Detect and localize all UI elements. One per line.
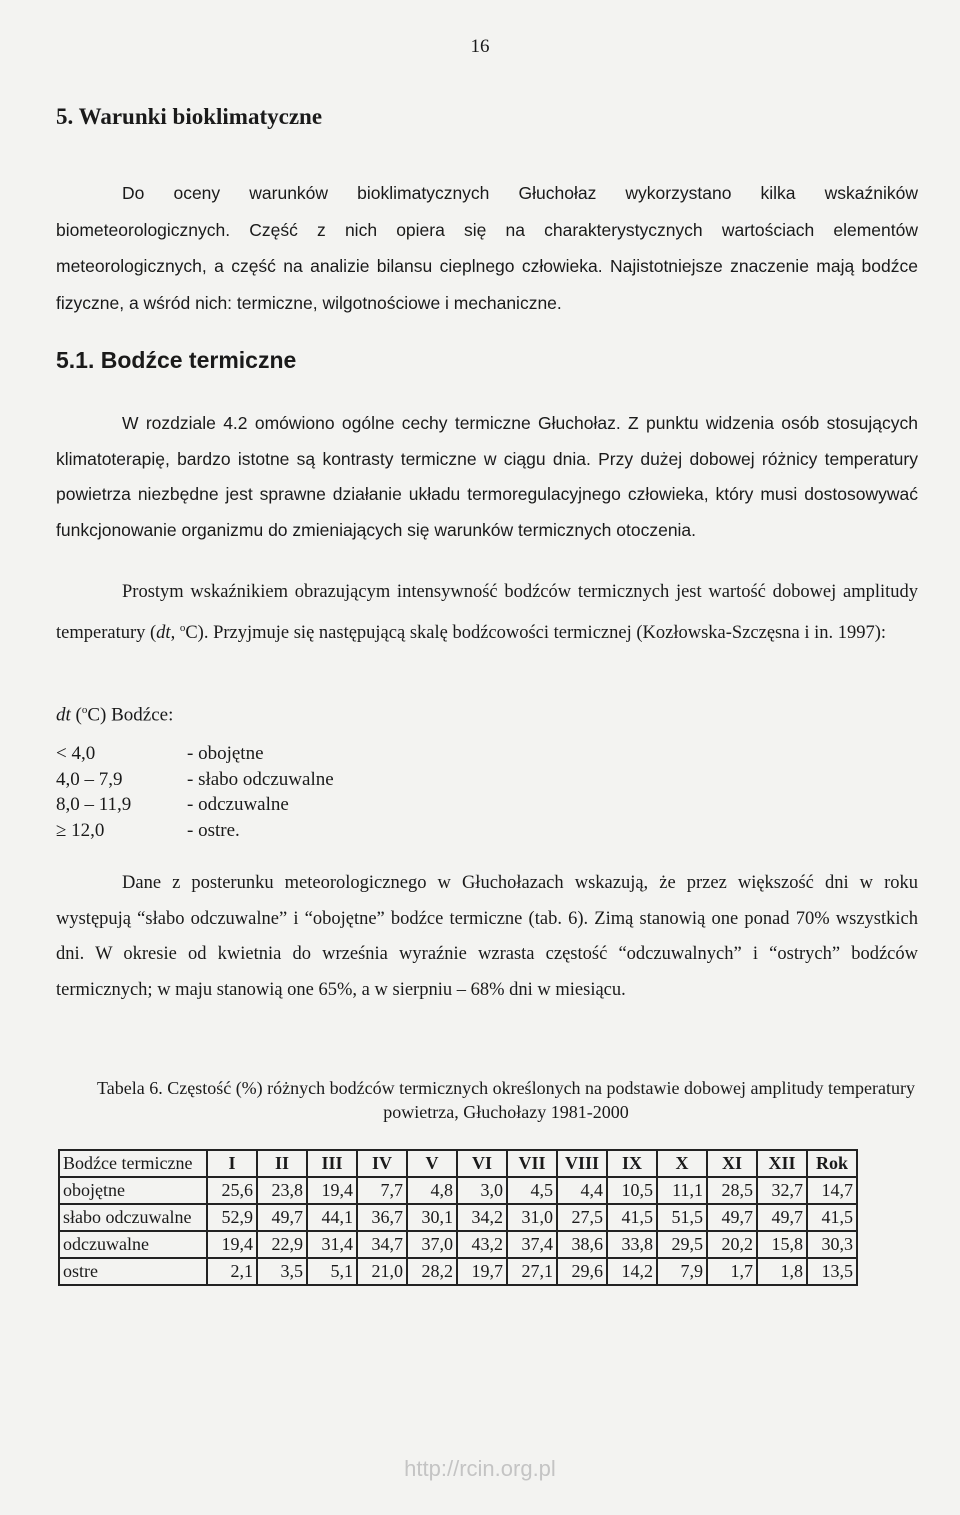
table-cell: 23,8 bbox=[257, 1177, 307, 1204]
scale-label: - odczuwalne bbox=[187, 794, 289, 815]
table-header-cell: III bbox=[307, 1150, 357, 1177]
scale-header bbox=[56, 704, 173, 726]
table-header-cell: V bbox=[407, 1150, 457, 1177]
scale-range: < 4,0 bbox=[56, 743, 96, 764]
amplitude-text-end: C). Przyjmuje się następującą skalę bodźcowości termicznej (Kozłowska-Szczęsna i in. 1997): bbox=[185, 622, 887, 643]
table-cell: 41,5 bbox=[807, 1204, 857, 1231]
table-row bbox=[59, 1258, 857, 1285]
table-cell: 38,6 bbox=[557, 1231, 607, 1258]
table-cell: 44,1 bbox=[307, 1204, 357, 1231]
table-header-row bbox=[59, 1150, 857, 1177]
table-cell: 3,5 bbox=[257, 1258, 307, 1285]
table-cell: 20,2 bbox=[707, 1231, 757, 1258]
table-header-cell: IV bbox=[357, 1150, 407, 1177]
scale-header-open: ( bbox=[70, 704, 82, 726]
table-cell: 32,7 bbox=[757, 1177, 807, 1204]
table-cell: 25,6 bbox=[207, 1177, 257, 1204]
table-cell: 1,8 bbox=[757, 1258, 807, 1285]
scale-row bbox=[56, 741, 334, 767]
scale-range: 4,0 – 7,9 bbox=[56, 768, 123, 790]
table-cell: 49,7 bbox=[257, 1204, 307, 1231]
table-cell: 14,7 bbox=[807, 1177, 857, 1204]
table-cell: 19,7 bbox=[457, 1258, 507, 1285]
chapter-heading: 5. Warunki bioklimatyczne bbox=[56, 104, 323, 129]
amplitude-paragraph bbox=[56, 575, 918, 651]
table-cell: 49,7 bbox=[707, 1204, 757, 1231]
table-header-cell: VII bbox=[507, 1150, 557, 1177]
table-cell: 29,5 bbox=[657, 1231, 707, 1258]
table-cell: 1,7 bbox=[707, 1258, 757, 1285]
table-cell: 19,4 bbox=[207, 1231, 257, 1258]
intro-paragraph-text: Do oceny warunków bioklimatycznych Głuchołaz wykorzystano kilka wskaźników biometeorologicznych. Część z nich opiera się na charakterystycznych wartościach elementów meteorologicznych, a część na analizie bilansu cieplnego człowieka. Najistotniejsze znaczenie mają bodźce fizyczne, a wśród nich: termiczne, wilgotnościowe i mechaniczne. bbox=[56, 183, 918, 313]
table-cell: 29,6 bbox=[557, 1258, 607, 1285]
table-cell: 34,2 bbox=[457, 1204, 507, 1231]
page-number: 16 bbox=[470, 36, 490, 57]
table-cell: 19,4 bbox=[307, 1177, 357, 1204]
table-header-cell: XI bbox=[707, 1150, 757, 1177]
thermal-stimuli-table bbox=[58, 1149, 858, 1286]
table-header-cell: I bbox=[207, 1150, 257, 1177]
scale-label: - obojętne bbox=[187, 743, 264, 764]
table-cell: 21,0 bbox=[357, 1258, 407, 1285]
table-cell: odczuwalne bbox=[59, 1231, 207, 1258]
table-cell: 28,2 bbox=[407, 1258, 457, 1285]
thermal-scale bbox=[56, 741, 334, 843]
table-cell: 7,7 bbox=[357, 1177, 407, 1204]
table-cell: 49,7 bbox=[757, 1204, 807, 1231]
table-cell: 2,1 bbox=[207, 1258, 257, 1285]
table-header-cell: II bbox=[257, 1150, 307, 1177]
scale-range: 8,0 – 11,9 bbox=[56, 794, 132, 815]
table-cell: 3,0 bbox=[457, 1177, 507, 1204]
source-watermark: http://rcin.org.pl bbox=[404, 1456, 556, 1481]
table-cell: 15,8 bbox=[757, 1231, 807, 1258]
table-cell: 10,5 bbox=[607, 1177, 657, 1204]
table-cell: 5,1 bbox=[307, 1258, 357, 1285]
table-cell: 4,8 bbox=[407, 1177, 457, 1204]
scale-row bbox=[56, 818, 334, 844]
scale-label: - słabo odczuwalne bbox=[187, 768, 334, 790]
table-cell: 13,5 bbox=[807, 1258, 857, 1285]
table-header-cell: VIII bbox=[557, 1150, 607, 1177]
table-cell: 4,5 bbox=[507, 1177, 557, 1204]
table-header-cell: Bodźce termiczne bbox=[59, 1150, 207, 1177]
table-cell: 4,4 bbox=[557, 1177, 607, 1204]
section-paragraph: W rozdziale 4.2 omówiono ogólne cechy termiczne Głuchołaz. Z punktu widzenia osób stosujących klimatoterapię, bardzo istotne są kontrasty termiczne w ciągu dnia. Przy dużej dobowej różnicy temperatury powietrza niezbędne jest sprawne działanie układu termoregulacyjnego człowieka, który musi dostosowywać funkcjonowanie organizmu do zmieniających się warunków termicznych otoczenia. bbox=[56, 413, 918, 540]
table-cell: 33,8 bbox=[607, 1231, 657, 1258]
dt-symbol: dt bbox=[156, 622, 171, 643]
table-header-cell: XII bbox=[757, 1150, 807, 1177]
scale-header-rest: C) Bodźce: bbox=[87, 704, 174, 726]
table-cell: 37,0 bbox=[407, 1231, 457, 1258]
table-cell: 14,2 bbox=[607, 1258, 657, 1285]
table-cell: 30,1 bbox=[407, 1204, 457, 1231]
table-header-cell: Rok bbox=[807, 1150, 857, 1177]
scale-row bbox=[56, 792, 334, 818]
table-cell: 51,5 bbox=[657, 1204, 707, 1231]
intro-paragraph bbox=[56, 176, 918, 322]
table-cell: 22,9 bbox=[257, 1231, 307, 1258]
table-cell: 28,5 bbox=[707, 1177, 757, 1204]
table-header-cell: X bbox=[657, 1150, 707, 1177]
table-cell: 36,7 bbox=[357, 1204, 407, 1231]
table-cell: 43,2 bbox=[457, 1231, 507, 1258]
degree-sign: o bbox=[179, 621, 186, 634]
table-header-cell: VI bbox=[457, 1150, 507, 1177]
table-cell: 27,1 bbox=[507, 1258, 557, 1285]
table-caption: Tabela 6. Częstość (%) różnych bodźców termicznych określonych na podstawie dobowej amplitudy temperatury powietrza, Głuchołazy 1981-2000 bbox=[97, 1078, 915, 1122]
table-cell: ostre bbox=[59, 1258, 207, 1285]
table-row bbox=[59, 1231, 857, 1258]
section-heading: 5.1. Bodźce termiczne bbox=[56, 347, 297, 373]
table-cell: 31,0 bbox=[507, 1204, 557, 1231]
table-cell: 34,7 bbox=[357, 1231, 407, 1258]
data-paragraph: Dane z posterunku meteorologicznego w Głuchołazach wskazują, że przez większość dni w roku występują “słabo odczuwalne” i “obojętne” bodźce termiczne (tab. 6). Zimą stanowią one ponad 70% wszystkich dni. W okresie od kwietnia do września wyraźnie wzrasta częstość “odczuwalnych” i “ostrych” bodźców termicznych; w maju stanowią one 65%, a w sierpniu – 68% dni w miesiącu. bbox=[56, 873, 918, 1000]
table-cell: 37,4 bbox=[507, 1231, 557, 1258]
table-cell: 7,9 bbox=[657, 1258, 707, 1285]
table-row bbox=[59, 1177, 857, 1204]
table-row bbox=[59, 1204, 857, 1231]
table-cell: 41,5 bbox=[607, 1204, 657, 1231]
table-cell: 30,3 bbox=[807, 1231, 857, 1258]
scale-row bbox=[56, 767, 334, 793]
scale-range: ≥ 12,0 bbox=[56, 819, 105, 841]
table-cell: 31,4 bbox=[307, 1231, 357, 1258]
table-cell: słabo odczuwalne bbox=[59, 1204, 207, 1231]
scale-header-degree: o bbox=[81, 704, 88, 716]
scale-header-dt: dt bbox=[56, 704, 71, 726]
table-cell: 52,9 bbox=[207, 1204, 257, 1231]
table-cell: obojętne bbox=[59, 1177, 207, 1204]
amplitude-unit-sep: , bbox=[170, 622, 180, 643]
amplitude-text-start: Prostym wskaźnikiem obrazującym intensywność bodźców termicznych jest wartość dobowej amplitudy temperatury ( bbox=[56, 582, 918, 643]
table-cell: 11,1 bbox=[657, 1177, 707, 1204]
scale-label: - ostre. bbox=[187, 819, 240, 841]
table-cell: 27,5 bbox=[557, 1204, 607, 1231]
table-header-cell: IX bbox=[607, 1150, 657, 1177]
